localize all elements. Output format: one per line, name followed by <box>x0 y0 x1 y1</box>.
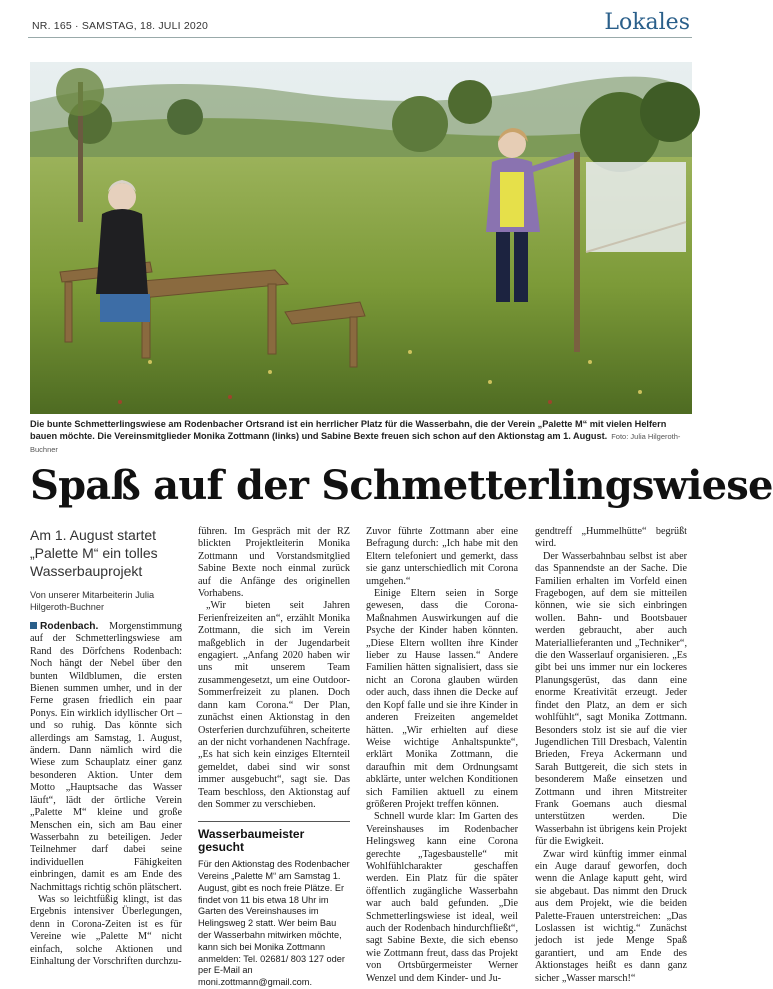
article-body <box>30 526 692 988</box>
article-byline: Von unserer Mitarbeiterin Julia Hilgeroth-Buchner <box>30 590 155 612</box>
caption-text: Die bunte Schmetterlingswiese am Rodenbacher Ortsrand ist ein herrlicher Platz für die Wasserbahn, die der Verein „Palette M“ mit vielen Helfern bauen möchte. Die Vereinsmitglieder Monika Zottmann (links) und Sabine Bexte freuen sich schon auf den Aktionstag am 1. August. <box>30 419 667 441</box>
meadow-photo-illustration <box>30 62 692 414</box>
info-box-text: Für den Aktionstag des Rodenbacher Vereins „Palette M“ am Samstag 1. August, gibt es noch freie Plätze. Er findet von 11 bis etwa 18 Uhr im Garten des Vereinshauses im Helingsweg 2 statt. Wer beim Bau der Wasserbahn mitwirken möchte, kann sich bei Monika Zottmann anmelden: Tel. 02681/ 803 127 oder per E-Mail an moni.zottmann@gmail.com. <box>198 859 350 988</box>
info-box-title: Wasserbaumeister gesucht <box>198 827 305 854</box>
column-2 <box>198 526 350 989</box>
photo-credit: Foto: Julia Hilgeroth-Buchner <box>30 432 681 454</box>
paragraph: führen. Im Gespräch mit der RZ blickten Projektleiterin Monika Zottmann und Vorstandsmitglied Sabine Bexte noch einmal zurück auf die Anfänge des originellen Vorhabens. <box>198 526 350 600</box>
paragraph: gendtreff „Hummelhütte“ begrüßt wird. <box>535 526 687 550</box>
paragraph: Rodenbach. Morgenstimmung auf der Schmetterlingswiese am Rand des Dörfchens Rodenbach: Noch hängt der Nebel über den bunten Wildblumen, die ersten Bienen summen umher, und in der Ferne grasen friedlich ein paar Ponys. Ein wirklich idyllischer Ort – und so ruhig. Das könnte sich allerdings am Samstag, 1. August, ändern. Dann nämlich wird die Wiese zum Schauplatz einer ganz besonderen Aktion. Unter dem Motto „Hauptsache das Wasser läuft“, lädt der örtliche Verein „Palette M“ kleine und große Menschen ein, sich am Bau einer Wasserbahn zu beteiligen. Jeder Teilnehmer darf dabei seine individuellen Fähigkeiten einbringen, damit es am Ende des Nachmittags richtig schön plätschert. <box>30 621 182 893</box>
masthead <box>28 8 692 38</box>
photo-caption <box>30 418 692 456</box>
headline: Spaß auf der Schmetterlingswiese <box>30 462 773 509</box>
paragraph: Der Wasserbahnbau selbst ist aber das Spannendste an der Sache. Die Familien erhalten im Vorfeld einen Fragebogen, auf dem sie mitteilen können, wie sie sich einbringen wollen. Bahn- und Bootsbauer werden gebraucht, aber auch Materiallieferanten und „Techniker“, die den Wasserlauf organisieren. „Es gibt bei uns immer nur ein lockeres Planungsgerüst, das dann eine enorme Kreativität erzeugt. Jeder findet den Platz, an dem er sich wohlfühlt“, sagt Monika Zottmann. Besonders stolz ist sie auf die vier Jugendlichen Till Dresbach, Valentin Brieden, Freya Ackermann und Sarah Buttgereit, die sich stets in besonderem Maße einsetzen und Zottmann und ihren Mitstreiter Frank Goemans auch diesmal unterstützen werden. Die Wasserbahn ist übrigens kein Projekt für die Ewigkeit. <box>535 550 687 848</box>
paragraph: Zuvor führte Zottmann aber eine Befragung durch: „Ich habe mit den Eltern telefoniert und gemerkt, dass sie ganz unterschiedlich mit Corona umgehen.“ <box>366 526 518 587</box>
article-deck: Am 1. August startet „Palette M“ ein tolles Wasserbauprojekt <box>30 527 158 579</box>
article-photo <box>30 62 692 414</box>
column-3 <box>366 526 518 985</box>
paragraph: Einige Eltern seien in Sorge gewesen, dass die Corona-Maßnahmen Auswirkungen auf die Psyche der Kinder haben könnten. „Diese Eltern wollten ihre Kinder lieber zu Hause lassen.“ Andere Familien hätten signalisiert, dass sie nicht an Corona glauben würden oder auch, dass ihnen die Decke auf den Kopf falle und sie ihre Kinder in anderen Freizeiten angemeldet hätten. „Wir erhielten auf diese Weise wichtige Anhaltspunkte“, erklärt Monika Zottmann, die daraufhin mit dem Ordnungsamt abklärte, unter welchen Konditionen sich Familien aktuell zu einem größeren Projekt treffen können. <box>366 588 518 810</box>
paragraph: Zwar wird künftig immer einmal ein Auge darauf geworfen, doch wenn die Anlage kaputt geht, wird sie abgebaut. Das nimmt den Druck aus dem Projekt, wie die beiden Palette-Frauen unterstreichen: „Das Loslassen ist wichtig.“ Zunächst jedoch ist jede Menge Spaß garantiert, und am Ende des Aktionstages heißt es dann ganz sicher „Wasser marsch!“ <box>535 848 687 984</box>
paragraph: Schnell wurde klar: Im Garten des Vereinshauses im Rodenbacher Helingsweg kann eine Corona gerechte „Tagesbaustelle“ mit Wohlfühlcharakter geschaffen werden. Ein Platz für die später öffentlich zugängliche Wasserbahn war auch bald gefunden. „Die Schmetterlingswiese ist ideal, weil auch der Rodenbach hindurchfließt“, sagt Sabine Bexte, die sich ebenso wie Zottmann freut, dass das Projekt von Ortsbürgermeister Werner Wenzel und dem Kinder- und Ju- <box>366 811 518 984</box>
column-1 <box>30 526 182 968</box>
section-title: Lokales <box>604 10 690 35</box>
paragraph: Was so leichtfüßig klingt, ist das Ergebnis intensiver Überlegungen, denn in Corona-Zeiten ist es für Vereine wie „Palette M“ nicht einfach, solche Aktionen und Einhaltung der Vorschriften durchzu- <box>30 893 182 967</box>
column-4 <box>535 526 687 985</box>
paragraph: „Wir bieten seit Jahren Ferienfreizeiten an“, erzählt Monika Zottmann, die sich im Verein maßgeblich in der Jugendarbeit engagiert. „Anfang 2020 haben wir uns mit unserem Team zusammengesetzt, um eine Outdoor-Sommerfreizeit zu planen. Doch dann kam Corona.“ Der Plan, zunächst einen Aktionstag in den Osterferien durchzuführen, scheiterte an der nicht vorhandenen Nachfrage. „Es hat sich kein einziges Elternteil gemeldet, dabei sind wir sonst immer ausgebucht“, sagt sie. Das Team beschloss, den Aktionstag auf den Sommer zu verschieben. <box>198 600 350 810</box>
info-box <box>198 821 350 989</box>
dateline-square-icon <box>30 622 37 629</box>
dateline: Rodenbach. <box>40 621 99 632</box>
issue-date: NR. 165 · SAMSTAG, 18. JULI 2020 <box>32 20 209 32</box>
